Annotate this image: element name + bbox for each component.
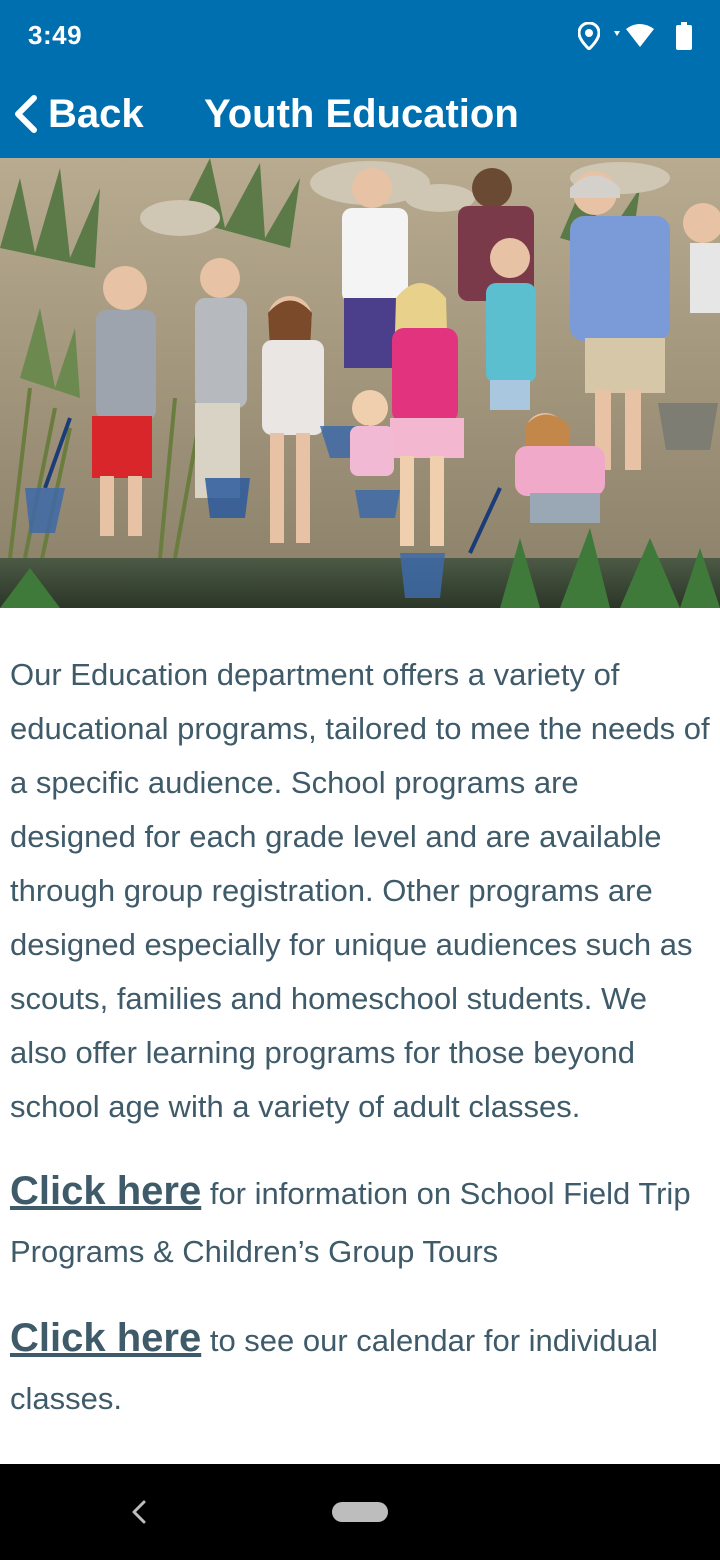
status-time: 3:49	[28, 20, 83, 50]
wifi-icon	[614, 23, 662, 49]
app-bar	[0, 72, 720, 158]
intro-paragraph: Our Education department offers a variety of educational programs, tailored to mee the needs of a specific audience. School programs are designed for each grade level and are available through group registration. Other programs are designed especially for unique audiences such as scouts, families and homeschool students. We also offer learning programs for those beyond school age with a variety of adult classes.	[10, 657, 710, 1124]
calendar-text: to see our calendar for individual classes.	[10, 1323, 658, 1416]
hero-photo	[0, 158, 720, 608]
field-trip-link[interactable]: Click here	[10, 1169, 202, 1213]
status-bar	[0, 0, 720, 72]
field-trip-text: for information on School Field Trip Programs & Children’s Group Tours	[10, 1176, 691, 1269]
battery-icon	[676, 22, 692, 50]
nav-back-icon[interactable]	[120, 1494, 156, 1530]
field-trip-paragraph	[10, 1162, 710, 1281]
status-icons	[578, 20, 692, 52]
page-title: Youth Education	[204, 92, 519, 136]
main-content	[10, 648, 710, 1450]
back-label: Back	[48, 91, 144, 136]
calendar-link[interactable]: Click here	[10, 1316, 202, 1360]
photo-children-with-nets-icon	[0, 158, 720, 608]
nav-home-button[interactable]	[332, 1502, 388, 1522]
location-icon	[578, 22, 600, 50]
chevron-left-icon	[12, 94, 40, 134]
calendar-paragraph	[10, 1309, 710, 1428]
system-nav-bar	[0, 1464, 720, 1560]
back-button[interactable]	[12, 86, 144, 142]
